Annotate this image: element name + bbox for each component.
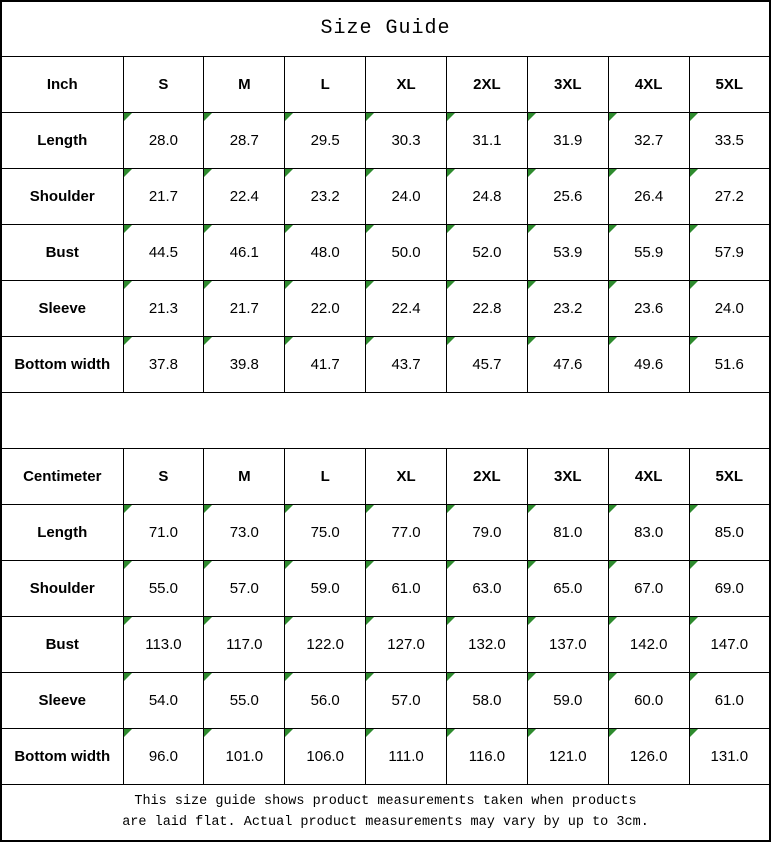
measurement-value: 31.9 <box>553 131 583 149</box>
measurement-value: 101.0 <box>225 747 264 765</box>
green-corner-flag-icon <box>285 561 293 569</box>
measurement-value: 117.0 <box>226 635 263 653</box>
measurement-value: 81.0 <box>553 523 583 541</box>
measurement-value: 21.3 <box>148 299 179 317</box>
measurement-value-cell <box>689 728 770 784</box>
green-corner-flag-icon <box>204 617 212 625</box>
measurement-value-cell <box>123 560 204 616</box>
green-corner-flag-icon <box>285 505 293 513</box>
green-corner-flag-icon <box>690 169 698 177</box>
measurement-value-cell <box>204 168 285 224</box>
measurement-value-cell <box>608 672 689 728</box>
measurement-value-cell <box>527 336 608 392</box>
measurement-value: 131.0 <box>710 747 749 765</box>
measurement-row-label: Sleeve <box>1 672 123 728</box>
measurement-value-cell <box>608 560 689 616</box>
measurement-value-cell <box>447 560 528 616</box>
measurement-value: 69.0 <box>714 579 744 597</box>
measurement-row <box>1 336 770 392</box>
size-column-header: M <box>204 56 285 112</box>
measurement-value: 49.6 <box>634 355 664 373</box>
green-corner-flag-icon <box>447 169 455 177</box>
green-corner-flag-icon <box>124 169 132 177</box>
size-column-header: 2XL <box>447 448 528 504</box>
measurement-value-cell <box>527 112 608 168</box>
size-column-header: 3XL <box>527 56 608 112</box>
measurement-value-cell <box>366 336 447 392</box>
measurement-row <box>1 168 770 224</box>
green-corner-flag-icon <box>528 225 536 233</box>
footer-note-line2: are laid flat. Actual product measurements may vary by up to 3cm. <box>122 815 649 831</box>
measurement-value-cell <box>366 672 447 728</box>
measurement-value-cell <box>689 560 770 616</box>
measurement-value: 63.0 <box>472 579 502 597</box>
green-corner-flag-icon <box>204 729 212 737</box>
green-corner-flag-icon <box>204 505 212 513</box>
green-corner-flag-icon <box>124 617 132 625</box>
measurement-value: 127.0 <box>387 635 425 653</box>
green-corner-flag-icon <box>690 505 698 513</box>
green-corner-flag-icon <box>366 617 374 625</box>
measurement-value: 24.8 <box>472 187 502 205</box>
green-corner-flag-icon <box>609 113 617 121</box>
measurement-value-cell <box>527 168 608 224</box>
footer-note-line1: This size guide shows product measurements taken when products <box>134 794 637 810</box>
measurement-value: 132.0 <box>468 635 506 653</box>
measurement-value: 30.3 <box>391 131 421 149</box>
measurement-value: 21.7 <box>148 187 179 205</box>
measurement-value-cell <box>123 224 204 280</box>
green-corner-flag-icon <box>285 113 293 121</box>
green-corner-flag-icon <box>528 729 536 737</box>
footer-note <box>1 784 770 841</box>
green-corner-flag-icon <box>366 113 374 121</box>
measurement-value-cell <box>608 336 689 392</box>
unit-header-cell: Centimeter <box>1 448 123 504</box>
green-corner-flag-icon <box>124 561 132 569</box>
measurement-value: 79.0 <box>472 523 502 541</box>
measurement-value-cell <box>689 112 770 168</box>
green-corner-flag-icon <box>609 169 617 177</box>
measurement-row <box>1 280 770 336</box>
spacer-section <box>1 392 770 448</box>
measurement-value-cell <box>527 672 608 728</box>
measurement-value: 23.2 <box>553 299 583 317</box>
green-corner-flag-icon <box>204 169 212 177</box>
measurement-value-cell <box>608 168 689 224</box>
measurement-value-cell <box>285 728 366 784</box>
measurement-value-cell <box>689 280 770 336</box>
measurement-value: 22.4 <box>229 187 259 205</box>
measurement-value: 28.7 <box>229 131 259 149</box>
green-corner-flag-icon <box>366 225 374 233</box>
measurement-value-cell <box>204 224 285 280</box>
green-corner-flag-icon <box>447 113 455 121</box>
green-corner-flag-icon <box>609 729 617 737</box>
measurement-value: 32.7 <box>634 131 664 149</box>
measurement-value: 37.8 <box>148 355 179 373</box>
measurement-value: 67.0 <box>634 579 664 597</box>
measurement-value-cell <box>447 280 528 336</box>
measurement-value-cell <box>285 336 366 392</box>
measurement-value-cell <box>527 728 608 784</box>
green-corner-flag-icon <box>204 113 212 121</box>
green-corner-flag-icon <box>366 337 374 345</box>
measurement-value-cell <box>123 616 204 672</box>
measurement-value-cell <box>366 504 447 560</box>
measurement-value: 60.0 <box>634 691 664 709</box>
measurement-value: 59.0 <box>553 691 583 709</box>
measurement-value-cell <box>689 168 770 224</box>
measurement-value: 27.2 <box>714 187 744 205</box>
measurement-row-label: Shoulder <box>1 560 123 616</box>
green-corner-flag-icon <box>447 673 455 681</box>
measurement-value: 23.2 <box>310 187 340 205</box>
measurement-row <box>1 224 770 280</box>
green-corner-flag-icon <box>124 113 132 121</box>
green-corner-flag-icon <box>528 561 536 569</box>
measurement-value: 113.0 <box>145 635 182 653</box>
green-corner-flag-icon <box>609 281 617 289</box>
green-corner-flag-icon <box>690 113 698 121</box>
measurement-row <box>1 672 770 728</box>
measurement-row <box>1 728 770 784</box>
measurement-value-cell <box>527 280 608 336</box>
measurement-value-cell <box>608 616 689 672</box>
inch-table-body <box>1 56 770 392</box>
measurement-value: 111.0 <box>388 747 424 765</box>
measurement-value: 96.0 <box>148 747 179 765</box>
measurement-value-cell <box>366 112 447 168</box>
green-corner-flag-icon <box>204 561 212 569</box>
measurement-value-cell <box>204 280 285 336</box>
green-corner-flag-icon <box>366 505 374 513</box>
green-corner-flag-icon <box>124 225 132 233</box>
measurement-value: 21.7 <box>229 299 259 317</box>
measurement-value: 116.0 <box>468 747 506 765</box>
measurement-row-label: Sleeve <box>1 280 123 336</box>
measurement-value: 57.9 <box>714 243 744 261</box>
unit-header-cell: Inch <box>1 56 123 112</box>
measurement-value-cell <box>204 112 285 168</box>
green-corner-flag-icon <box>690 729 698 737</box>
measurement-value-cell <box>123 672 204 728</box>
measurement-value-cell <box>204 616 285 672</box>
green-corner-flag-icon <box>447 225 455 233</box>
measurement-value-cell <box>204 560 285 616</box>
green-corner-flag-icon <box>528 673 536 681</box>
centimeter-table-body <box>1 448 770 784</box>
measurement-value-cell <box>447 168 528 224</box>
measurement-value: 55.9 <box>634 243 664 261</box>
measurement-value: 45.7 <box>472 355 502 373</box>
measurement-value: 59.0 <box>310 579 340 597</box>
measurement-value-cell <box>447 672 528 728</box>
measurement-value-cell <box>123 168 204 224</box>
green-corner-flag-icon <box>690 225 698 233</box>
green-corner-flag-icon <box>609 673 617 681</box>
measurement-value-cell <box>123 336 204 392</box>
green-corner-flag-icon <box>447 617 455 625</box>
measurement-value: 147.0 <box>710 635 749 653</box>
green-corner-flag-icon <box>366 169 374 177</box>
measurement-value: 57.0 <box>229 579 259 597</box>
measurement-value-cell <box>285 112 366 168</box>
measurement-value: 121.0 <box>549 747 587 765</box>
measurement-value: 41.7 <box>310 355 340 373</box>
green-corner-flag-icon <box>447 281 455 289</box>
green-corner-flag-icon <box>528 617 536 625</box>
green-corner-flag-icon <box>690 281 698 289</box>
size-column-header: 4XL <box>608 448 689 504</box>
measurement-value-cell <box>285 168 366 224</box>
green-corner-flag-icon <box>124 729 132 737</box>
measurement-value: 55.0 <box>148 579 179 597</box>
spacer-cell <box>1 392 770 448</box>
measurement-value-cell <box>204 728 285 784</box>
green-corner-flag-icon <box>447 729 455 737</box>
size-column-header: S <box>123 448 204 504</box>
measurement-value-cell <box>527 504 608 560</box>
measurement-value-cell <box>366 560 447 616</box>
green-corner-flag-icon <box>285 729 293 737</box>
measurement-value: 85.0 <box>714 523 744 541</box>
size-column-header: XL <box>366 448 447 504</box>
measurement-value: 25.6 <box>553 187 583 205</box>
measurement-value: 106.0 <box>306 747 344 765</box>
measurement-value-cell <box>608 112 689 168</box>
measurement-row <box>1 112 770 168</box>
measurement-value: 57.0 <box>391 691 421 709</box>
green-corner-flag-icon <box>204 337 212 345</box>
green-corner-flag-icon <box>366 561 374 569</box>
measurement-value: 24.0 <box>714 299 744 317</box>
measurement-value: 61.0 <box>714 691 744 709</box>
size-column-header: L <box>285 56 366 112</box>
measurement-value-cell <box>123 728 204 784</box>
measurement-value: 31.1 <box>472 131 502 149</box>
measurement-value-cell <box>366 728 447 784</box>
green-corner-flag-icon <box>528 337 536 345</box>
measurement-value-cell <box>366 224 447 280</box>
green-corner-flag-icon <box>609 561 617 569</box>
measurement-row <box>1 504 770 560</box>
measurement-value: 137.0 <box>549 635 587 653</box>
measurement-value: 61.0 <box>391 579 421 597</box>
green-corner-flag-icon <box>609 617 617 625</box>
measurement-row <box>1 560 770 616</box>
measurement-value-cell <box>123 112 204 168</box>
green-corner-flag-icon <box>285 281 293 289</box>
measurement-value-cell <box>285 280 366 336</box>
green-corner-flag-icon <box>285 617 293 625</box>
measurement-value-cell <box>447 504 528 560</box>
measurement-value: 48.0 <box>310 243 340 261</box>
size-column-header: 4XL <box>608 56 689 112</box>
footer-section <box>1 784 770 841</box>
measurement-value: 142.0 <box>629 635 668 653</box>
measurement-value-cell <box>689 504 770 560</box>
measurement-value: 29.5 <box>310 131 340 149</box>
measurement-row-label: Length <box>1 112 123 168</box>
measurement-value: 28.0 <box>148 131 179 149</box>
measurement-value-cell <box>527 616 608 672</box>
green-corner-flag-icon <box>690 337 698 345</box>
green-corner-flag-icon <box>204 673 212 681</box>
green-corner-flag-icon <box>690 617 698 625</box>
measurement-value-cell <box>285 616 366 672</box>
measurement-value: 50.0 <box>391 243 421 261</box>
measurement-value-cell <box>366 280 447 336</box>
measurement-value: 51.6 <box>714 355 744 373</box>
measurement-value-cell <box>689 336 770 392</box>
measurement-row-label: Bust <box>1 616 123 672</box>
measurement-value-cell <box>123 504 204 560</box>
size-column-header: XL <box>366 56 447 112</box>
green-corner-flag-icon <box>609 225 617 233</box>
measurement-value: 75.0 <box>310 523 340 541</box>
measurement-value: 47.6 <box>553 355 583 373</box>
green-corner-flag-icon <box>124 505 132 513</box>
measurement-value-cell <box>447 616 528 672</box>
green-corner-flag-icon <box>366 673 374 681</box>
measurement-value: 73.0 <box>229 523 259 541</box>
measurement-value: 22.4 <box>391 299 421 317</box>
green-corner-flag-icon <box>447 561 455 569</box>
size-column-header: 5XL <box>689 56 770 112</box>
measurement-value-cell <box>689 224 770 280</box>
green-corner-flag-icon <box>285 673 293 681</box>
size-column-header: S <box>123 56 204 112</box>
size-column-header: 3XL <box>527 448 608 504</box>
size-header-row <box>1 448 770 504</box>
measurement-value: 126.0 <box>629 747 668 765</box>
measurement-value: 55.0 <box>229 691 259 709</box>
measurement-value: 39.8 <box>229 355 259 373</box>
page-title: Size Guide <box>1 1 770 56</box>
measurement-value-cell <box>204 672 285 728</box>
green-corner-flag-icon <box>285 169 293 177</box>
measurement-row-label: Shoulder <box>1 168 123 224</box>
measurement-value: 83.0 <box>634 523 664 541</box>
measurement-value-cell <box>123 280 204 336</box>
measurement-value: 22.8 <box>472 299 502 317</box>
measurement-value: 122.0 <box>306 635 344 653</box>
measurement-value-cell <box>204 504 285 560</box>
measurement-value-cell <box>527 560 608 616</box>
measurement-value-cell <box>527 224 608 280</box>
measurement-value: 52.0 <box>472 243 502 261</box>
green-corner-flag-icon <box>690 673 698 681</box>
green-corner-flag-icon <box>609 505 617 513</box>
green-corner-flag-icon <box>285 225 293 233</box>
measurement-value: 56.0 <box>310 691 340 709</box>
measurement-value-cell <box>608 280 689 336</box>
measurement-value-cell <box>689 672 770 728</box>
green-corner-flag-icon <box>528 505 536 513</box>
measurement-value: 54.0 <box>148 691 179 709</box>
green-corner-flag-icon <box>204 281 212 289</box>
measurement-value-cell <box>285 560 366 616</box>
green-corner-flag-icon <box>124 337 132 345</box>
measurement-row-label: Bust <box>1 224 123 280</box>
green-corner-flag-icon <box>528 169 536 177</box>
green-corner-flag-icon <box>285 337 293 345</box>
measurement-value: 71.0 <box>148 523 179 541</box>
measurement-value-cell <box>204 336 285 392</box>
measurement-value: 23.6 <box>634 299 664 317</box>
green-corner-flag-icon <box>528 281 536 289</box>
spacer-row <box>1 392 770 448</box>
green-corner-flag-icon <box>609 337 617 345</box>
title-section <box>1 1 770 56</box>
measurement-value: 53.9 <box>553 243 583 261</box>
measurement-value-cell <box>366 616 447 672</box>
measurement-value: 26.4 <box>634 187 664 205</box>
green-corner-flag-icon <box>204 225 212 233</box>
measurement-value-cell <box>366 168 447 224</box>
measurement-value-cell <box>608 728 689 784</box>
measurement-value-cell <box>285 504 366 560</box>
measurement-value-cell <box>447 224 528 280</box>
size-column-header: M <box>204 448 285 504</box>
green-corner-flag-icon <box>124 281 132 289</box>
size-column-header: L <box>285 448 366 504</box>
measurement-row-label: Bottom width <box>1 728 123 784</box>
green-corner-flag-icon <box>124 673 132 681</box>
measurement-value-cell <box>608 504 689 560</box>
measurement-value: 77.0 <box>391 523 421 541</box>
measurement-value: 43.7 <box>391 355 421 373</box>
measurement-value-cell <box>447 336 528 392</box>
measurement-value: 65.0 <box>553 579 583 597</box>
green-corner-flag-icon <box>366 281 374 289</box>
size-header-row <box>1 56 770 112</box>
measurement-row <box>1 616 770 672</box>
green-corner-flag-icon <box>447 505 455 513</box>
green-corner-flag-icon <box>366 729 374 737</box>
measurement-value: 44.5 <box>148 243 179 261</box>
measurement-value-cell <box>285 672 366 728</box>
green-corner-flag-icon <box>528 113 536 121</box>
measurement-value-cell <box>447 728 528 784</box>
measurement-value: 58.0 <box>472 691 502 709</box>
measurement-row-label: Bottom width <box>1 336 123 392</box>
footer-row <box>1 784 770 841</box>
measurement-value-cell <box>608 224 689 280</box>
green-corner-flag-icon <box>447 337 455 345</box>
measurement-value: 24.0 <box>391 187 421 205</box>
title-row <box>1 1 770 56</box>
size-column-header: 5XL <box>689 448 770 504</box>
measurement-value-cell <box>285 224 366 280</box>
measurement-row-label: Length <box>1 504 123 560</box>
measurement-value-cell <box>689 616 770 672</box>
green-corner-flag-icon <box>690 561 698 569</box>
measurement-value: 22.0 <box>310 299 340 317</box>
measurement-value: 46.1 <box>229 243 259 261</box>
size-column-header: 2XL <box>447 56 528 112</box>
measurement-value: 33.5 <box>714 131 744 149</box>
measurement-value-cell <box>447 112 528 168</box>
